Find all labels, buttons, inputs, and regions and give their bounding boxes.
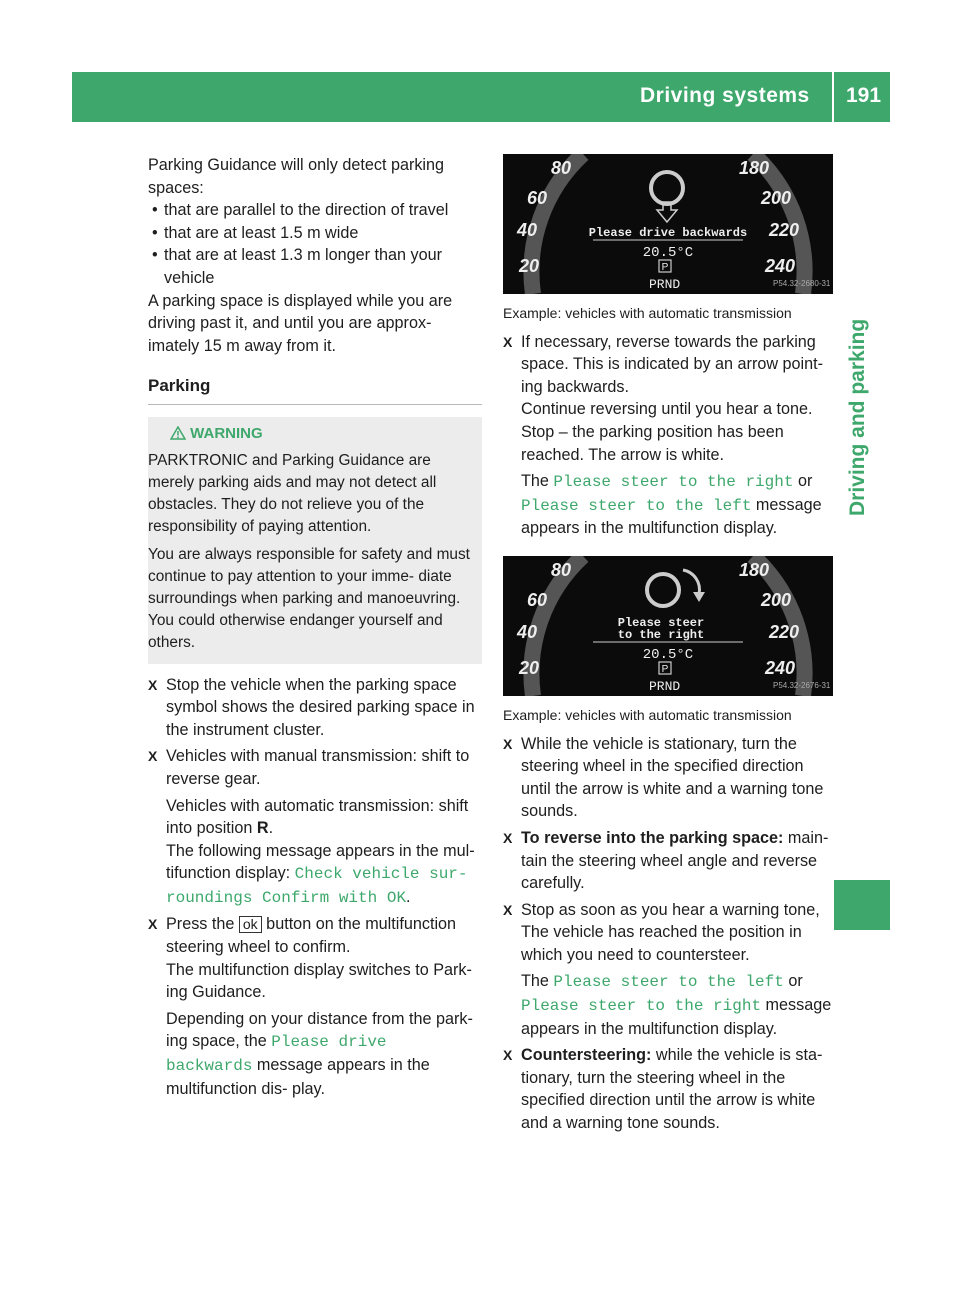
image-code: P54.32-2676-31 bbox=[773, 680, 831, 690]
step-arrow-icon: X bbox=[503, 735, 513, 752]
instruction-detail: The Please steer to the right or Please steer to the left message appears in the multifunction display. bbox=[521, 472, 822, 538]
speed-label: 80 bbox=[551, 158, 572, 178]
step-arrow-icon: X bbox=[503, 901, 513, 918]
side-tab-marker bbox=[834, 880, 890, 930]
speed-label: 200 bbox=[761, 188, 792, 208]
instruction-step: X Stop the vehicle when the parking space symbol shows the desired parking space in the instrument cluster. bbox=[148, 675, 475, 739]
step-arrow-icon: X bbox=[148, 916, 158, 933]
instruction-detail: Vehicles with automatic transmission: shift into position R. bbox=[166, 796, 469, 838]
header-divider bbox=[832, 72, 834, 122]
page-number: 191 bbox=[846, 84, 882, 107]
display-message: Please drive backwards bbox=[166, 1033, 387, 1076]
instruction-step: X Countersteering: while the vehicle is sta- tionary, turn the steering wheel in the specified direction until the arrow is white and a warning tone sounds. bbox=[503, 1046, 823, 1133]
warning-box bbox=[148, 417, 482, 664]
gear-indicator: PRND bbox=[649, 277, 681, 292]
instruction-detail: The Please steer to the left or Please steer to the right message appears in the multifunction display. bbox=[521, 972, 832, 1038]
instruction-step: X To reverse into the parking space: main- tain the steering wheel angle and reverse carefully. bbox=[503, 828, 829, 893]
list-item: • that are parallel to the direction of travel bbox=[148, 199, 482, 222]
speed-label: 240 bbox=[765, 657, 796, 678]
intro-text: Parking Guidance will only detect parking spaces: bbox=[148, 156, 445, 197]
warning-icon bbox=[170, 426, 186, 440]
instruction-detail: The following message appears in the mul- tifunction display: Check vehicle sur‐ roundings Confirm with OK. bbox=[166, 841, 475, 907]
display-message: Please drive backwards bbox=[588, 226, 748, 240]
step-arrow-icon: X bbox=[503, 829, 513, 846]
step-arrow-icon: X bbox=[148, 748, 158, 765]
speed-label: 180 bbox=[739, 559, 770, 580]
warning-title: WARNING bbox=[170, 423, 472, 446]
instrument-cluster-image bbox=[503, 556, 833, 696]
instruction-detail: Continue reversing until you hear a tone. Stop – the parking position has been reached. The arrow is white. bbox=[521, 400, 813, 464]
speed-label: 200 bbox=[761, 589, 792, 610]
instruction-step: X If necessary, reverse towards the parking space. This is indicated by an arrow point- ing backwards. bbox=[503, 332, 824, 396]
side-tab-label: Driving and parking bbox=[846, 318, 869, 516]
warning-text: PARKTRONIC and Parking Guidance are merely parking aids and may not detect all obstacles. They do not relieve you of the responsibility of paying attention. bbox=[148, 451, 437, 535]
speed-label: 220 bbox=[769, 621, 800, 642]
image-code: P54.32-2680-31 bbox=[773, 279, 831, 288]
instruction-step: X Vehicles with manual transmission: shift to reverse gear. bbox=[148, 747, 470, 788]
image-caption: Example: vehicles with automatic transmission bbox=[503, 706, 792, 723]
section-heading: Parking bbox=[148, 375, 482, 405]
speed-label: 80 bbox=[551, 559, 572, 580]
display-message: Please steer to the left bbox=[521, 496, 752, 515]
display-message: Please steer to the right bbox=[553, 473, 794, 492]
speed-label: 60 bbox=[527, 589, 548, 610]
temperature: 20.5°C bbox=[642, 245, 694, 261]
svg-text:P: P bbox=[661, 663, 669, 675]
speed-label: 60 bbox=[527, 188, 548, 208]
speed-label: 40 bbox=[517, 621, 538, 642]
speed-label: 220 bbox=[769, 220, 800, 240]
step-arrow-icon: X bbox=[503, 333, 513, 350]
display-message: to the right bbox=[617, 627, 705, 642]
list-item: • that are at least 1.3 m longer than your vehicle bbox=[148, 244, 482, 289]
paragraph: A parking space is displayed while you are driving past it, and until you are approx- imately 15 m away from it. bbox=[148, 291, 453, 355]
step-arrow-icon: X bbox=[503, 1047, 513, 1064]
instruction-detail: Depending on your distance from the park- ing space, the Please drive backwards message appears in the multifunction dis- play. bbox=[166, 1009, 473, 1098]
instruction-step: X Stop as soon as you hear a warning tone, The vehicle has reached the position in which you need to countersteer. bbox=[503, 900, 820, 964]
display-message: Please steer to the left bbox=[553, 973, 784, 992]
warning-text: You are always responsible for safety and must continue to pay attention to your imme- diate surroundings when parking and manoeuvring. You could otherwise endanger yourself and others. bbox=[148, 545, 470, 651]
temperature: 20.5°C bbox=[642, 646, 694, 663]
instruction-detail: The multifunction display switches to Park- ing Guidance. bbox=[166, 960, 472, 1002]
display-message: Please steer bbox=[617, 615, 705, 630]
image-caption: Example: vehicles with automatic transmission bbox=[503, 305, 792, 321]
display-message: Check vehicle sur‐ roundings Confirm with OK bbox=[166, 865, 468, 907]
speed-label: 240 bbox=[765, 256, 796, 276]
speed-label: 180 bbox=[739, 158, 770, 178]
speed-label: 20 bbox=[519, 256, 540, 276]
left-column bbox=[148, 154, 482, 1100]
svg-text:P: P bbox=[661, 262, 669, 273]
instruction-step: X Press the ok button on the multifunction steering wheel to confirm. bbox=[148, 915, 457, 957]
step-arrow-icon: X bbox=[148, 676, 158, 693]
section-title: Driving systems bbox=[640, 84, 810, 107]
list-item: • that are at least 1.5 m wide bbox=[148, 222, 482, 245]
display-message: Please steer to the right bbox=[521, 997, 762, 1016]
instrument-cluster-image bbox=[503, 154, 833, 294]
speed-label: 40 bbox=[517, 220, 538, 240]
speed-label: 20 bbox=[519, 657, 540, 678]
instruction-step: X While the vehicle is stationary, turn the steering wheel in the specified direction until the arrow is white and a warning tone sounds. bbox=[503, 734, 824, 821]
ok-button-icon: ok bbox=[239, 916, 262, 933]
right-column bbox=[503, 154, 835, 1135]
gear-indicator: PRND bbox=[649, 678, 681, 694]
